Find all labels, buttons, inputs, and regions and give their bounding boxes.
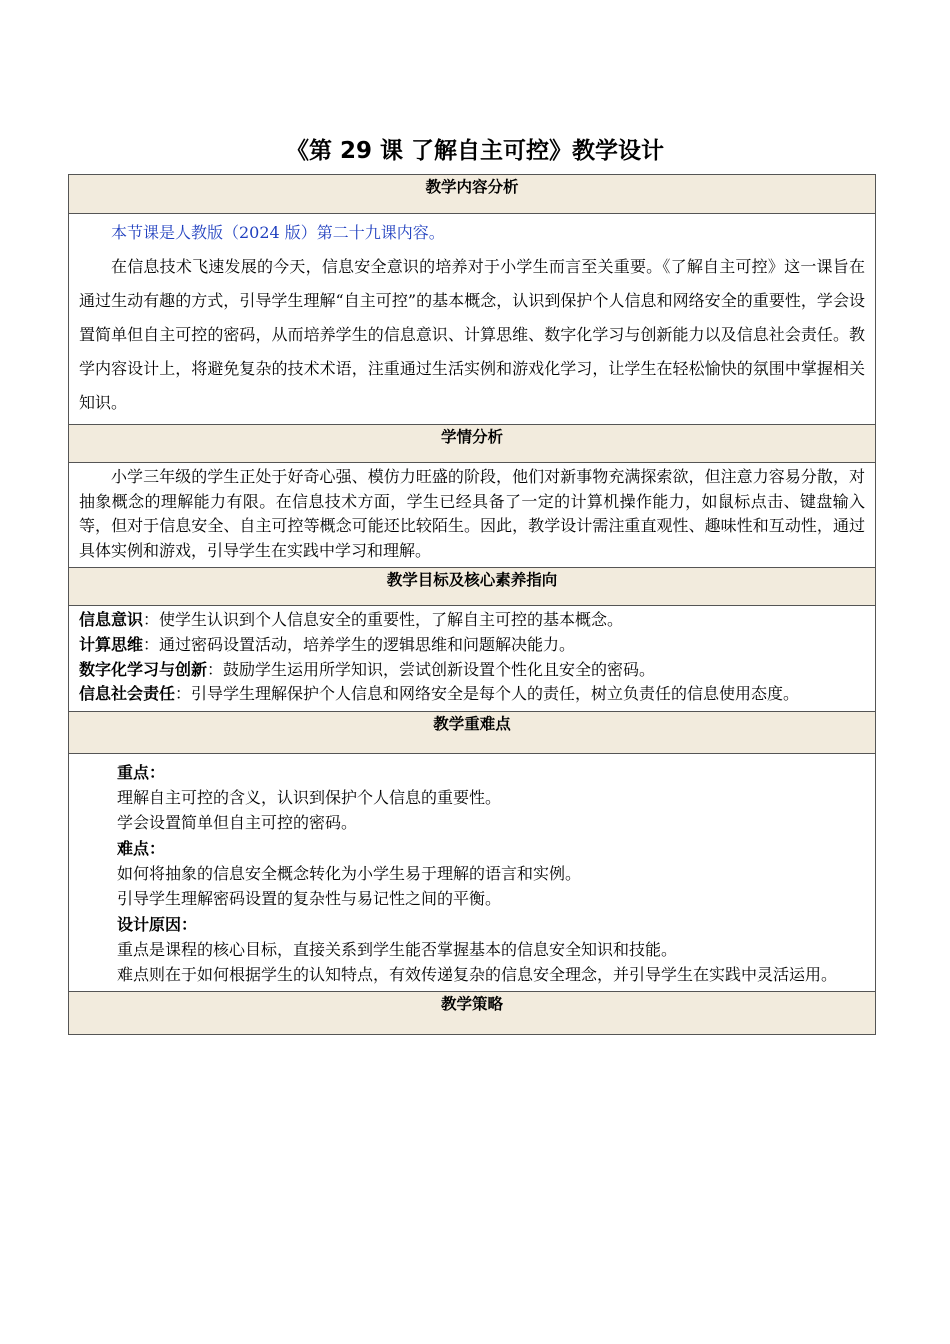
section-body-content-analysis [69, 214, 876, 425]
objective-text: ：使学生认识到个人信息安全的重要性，了解自主可控的基本概念。 [143, 610, 624, 630]
objective-label: 信息意识 [79, 610, 144, 630]
difficult-point-item: 如何将抽象的信息安全概念转化为小学生易于理解的语言和实例。 [117, 863, 582, 883]
objective-text: ：鼓励学生运用所学知识，尝试创新设置个性化且安全的密码。 [207, 659, 656, 679]
difficult-point-item: 引导学生理解密码设置的复杂性与易记性之间的平衡。 [117, 889, 502, 909]
objective-item [79, 633, 865, 658]
section-body-objectives [69, 606, 876, 711]
section-body-learner-analysis [69, 463, 876, 568]
section-header-key-difficult: 教学重难点 [69, 711, 876, 753]
content-analysis-text: 在信息技术飞速发展的今天，信息安全意识的培养对于小学生而言至关重要。《了解自主可控》这一课旨在通过生动有趣的方式，引导学生理解“自主可控”的基本概念，认识到保护个人信息和网络安全的重要性，学会设置简单但自主可控的密码，从而培养学生的信息意识、计算思维、数字化学习与创新能力以及信息社会责任。教学内容设计上，将避免复杂的技术术语，注重通过生活实例和游戏化学习，让学生在轻松愉快的氛围中掌握相关知识。 [79, 257, 865, 412]
section-header-strategy: 教学策略 [69, 992, 876, 1035]
objective-label: 信息社会责任 [79, 684, 176, 704]
objective-item [79, 682, 865, 707]
document-title: 《第 29 课 了解自主可控》教学设计 [285, 138, 665, 164]
lesson-plan-table [68, 174, 876, 1035]
objective-text: ：通过密码设置活动，培养学生的逻辑思维和问题解决能力。 [143, 634, 576, 654]
objective-item [79, 658, 865, 683]
objective-text: ：引导学生理解保护个人信息和网络安全是每个人的责任，树立负责任的信息使用态度。 [175, 684, 800, 704]
key-point-item: 理解自主可控的含义，认识到保护个人信息的重要性。 [117, 788, 502, 808]
section-header-learner-analysis: 学情分析 [69, 425, 876, 463]
learner-analysis-text: 小学三年级的学生正处于好奇心强、模仿力旺盛的阶段，他们对新事物充满探索欲，但注意力容易分散，对抽象概念的理解能力有限。在信息技术方面，学生已经具备了一定的计算机操作能力，如鼠标点击、键盘输入等，但对于信息安全、自主可控等概念可能还比较陌生。因此，教学设计需注重直观性、趣味性和互动性，通过具体实例和游戏，引导学生在实践中学习和理解。 [79, 467, 865, 560]
section-header-objectives: 教学目标及核心素养指向 [69, 568, 876, 606]
content-analysis-lead: 本节课是人教版（2024 版）第二十九课内容。 [111, 223, 445, 242]
objective-item [79, 608, 865, 633]
objective-label: 数字化学习与创新 [79, 659, 208, 679]
key-point-item: 学会设置简单但自主可控的密码。 [117, 813, 358, 833]
design-reason-item: 重点是课程的核心目标，直接关系到学生能否掌握基本的信息安全知识和技能。 [117, 939, 678, 959]
key-points-label: 重点： [117, 762, 166, 782]
objective-label: 计算思维 [79, 634, 144, 654]
design-reason-item: 难点则在于如何根据学生的认知特点，有效传递复杂的信息安全理念，并引导学生在实践中灵活运用。 [117, 965, 838, 985]
section-header-content-analysis: 教学内容分析 [69, 175, 876, 214]
difficult-points-label: 难点： [117, 838, 166, 858]
design-reason-label: 设计原因： [117, 914, 198, 934]
section-body-key-difficult [69, 753, 876, 992]
